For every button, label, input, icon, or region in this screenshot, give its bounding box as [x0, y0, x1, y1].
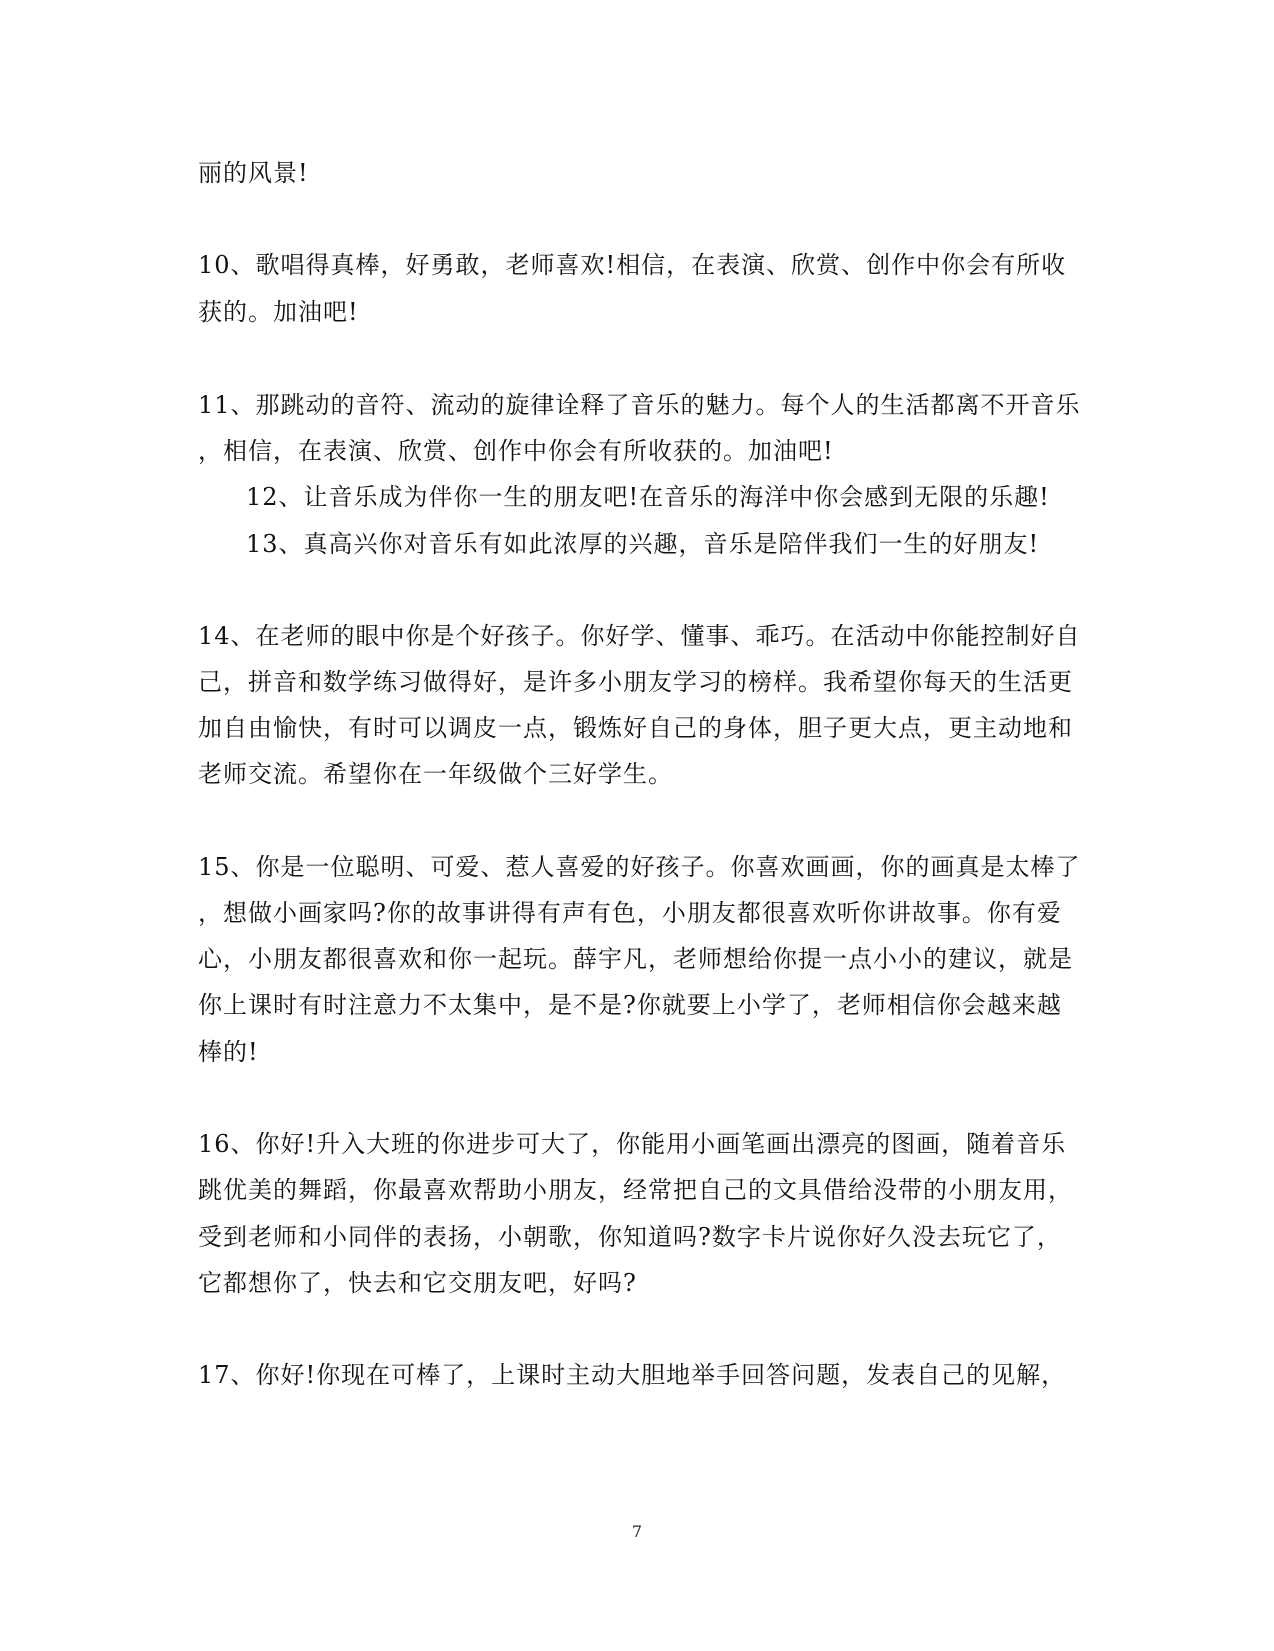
- text-line: 丽的风景!: [198, 159, 309, 187]
- text-line: 棒的!: [198, 1038, 259, 1066]
- text-line: 10、歌唱得真棒，好勇敢，老师喜欢!相信，在表演、欣赏、创作中你会有所收: [198, 251, 1067, 279]
- text-line: 11、那跳动的音符、流动的旋律诠释了音乐的魅力。每个人的生活都离不开音乐: [198, 391, 1081, 419]
- text-line: ，相信，在表演、欣赏、创作中你会有所收获的。加油吧!: [198, 437, 834, 465]
- text-line: 加自由愉快，有时可以调皮一点，锻炼好自己的身体，胆子更大点，更主动地和: [198, 714, 1073, 742]
- text-line: ，想做小画家吗?你的故事讲得有声有色，小朋友都很喜欢听你讲故事。你有爱: [198, 899, 1062, 927]
- text-line: 老师交流。希望你在一年级做个三好学生。: [198, 760, 673, 788]
- text-line: 你上课时有时注意力不太集中，是不是?你就要上小学了，老师相信你会越来越: [198, 991, 1062, 1019]
- text-line: 12、让音乐成为伴你一生的朋友吧!在音乐的海洋中你会感到无限的乐趣!: [246, 483, 1050, 511]
- text-line: 己，拼音和数学练习做得好，是许多小朋友学习的榜样。我希望你每天的生活更: [198, 668, 1073, 696]
- text-line: 17、你好!你现在可棒了，上课时主动大胆地举手回答问题，发表自己的见解，: [198, 1361, 1067, 1389]
- text-line: 它都想你了，快去和它交朋友吧，好吗?: [198, 1269, 637, 1297]
- text-line: 受到老师和小同伴的表扬，小朝歌，你知道吗?数字卡片说你好久没去玩它了，: [198, 1223, 1062, 1251]
- text-line: 心，小朋友都很喜欢和你一起玩。薛宇凡，老师想给你提一点小小的建议，就是: [198, 945, 1073, 973]
- page-number: 7: [631, 1522, 643, 1541]
- text-line: 跳优美的舞蹈，你最喜欢帮助小朋友，经常把自己的文具借给没带的小朋友用，: [198, 1176, 1073, 1204]
- text-line: 16、你好!升入大班的你进步可大了，你能用小画笔画出漂亮的图画，随着音乐: [198, 1130, 1067, 1158]
- text-line: 14、在老师的眼中你是个好孩子。你好学、懂事、乖巧。在活动中你能控制好自: [198, 622, 1081, 650]
- text-line: 15、你是一位聪明、可爱、惹人喜爱的好孩子。你喜欢画画，你的画真是太棒了: [198, 853, 1081, 881]
- text-line: 13、真高兴你对音乐有如此浓厚的兴趣，音乐是陪伴我们一生的好朋友!: [246, 530, 1040, 558]
- text-line: 获的。加油吧!: [198, 298, 359, 326]
